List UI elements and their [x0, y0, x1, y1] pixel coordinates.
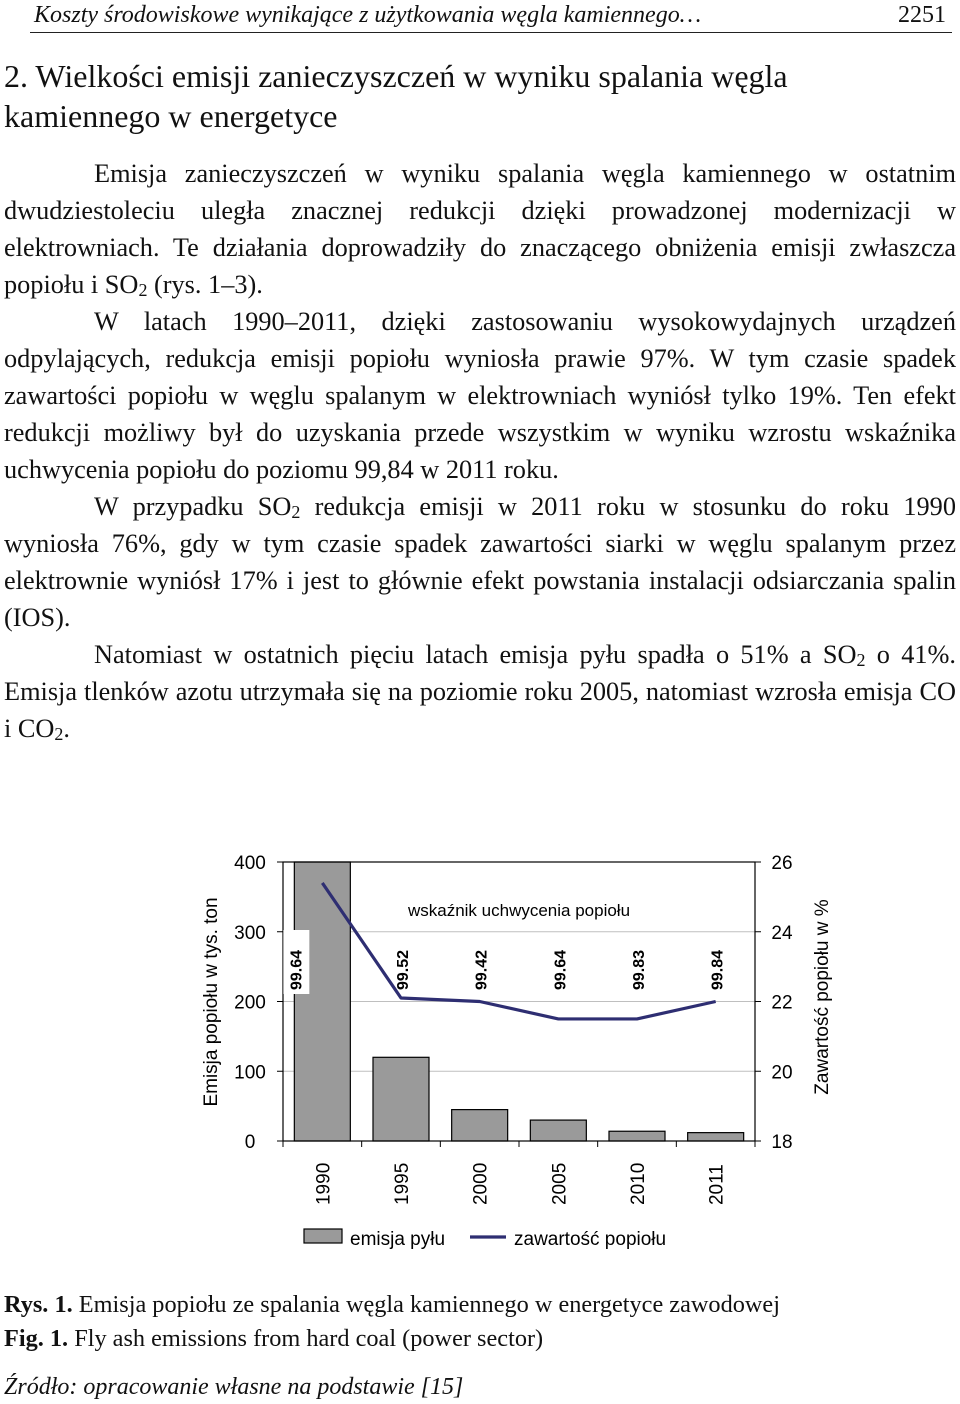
- bar-value-label: 99.83: [631, 949, 648, 990]
- legend-swatch-bar: [304, 1229, 342, 1243]
- bar: [294, 862, 350, 1141]
- chart-legend: [304, 1229, 666, 1250]
- legend-label-bar: emisja pyłu: [350, 1229, 446, 1250]
- y-tick-label: 100: [234, 1062, 266, 1084]
- x-tick-label: 2000: [470, 1162, 492, 1205]
- x-tick-label: 1990: [313, 1162, 335, 1205]
- ash-emission-chart: [0, 840, 960, 1260]
- x-tick-label: 2005: [549, 1162, 571, 1205]
- bar-value-label: 99.84: [709, 949, 727, 990]
- y-axis-title: Emisja popiołu w tys. ton: [201, 897, 222, 1107]
- y2-tick-label: 22: [771, 992, 793, 1014]
- bar: [452, 1110, 508, 1141]
- section-heading: 2. Wielkości emisji zanieczyszczeń w wyniku spalania węgla kamiennego w energetyce: [4, 58, 788, 134]
- legend-label-line: zawartość popiołu: [514, 1229, 667, 1250]
- bar: [373, 1057, 429, 1141]
- bar-value-label: 99.52: [395, 949, 412, 990]
- bar: [530, 1120, 586, 1141]
- bar-value-label: 99.42: [473, 949, 491, 990]
- y-tick-label: 0: [244, 1132, 256, 1153]
- y2-tick-label: 20: [771, 1062, 793, 1084]
- running-title: Koszty środowiskowe wynikające z użytkowania węgla kamiennego…: [34, 2, 702, 28]
- bar-value-label: 99.64: [552, 949, 570, 990]
- y2-axis-title: Zawartość popiołu w %: [812, 899, 833, 1095]
- y-tick-label: 400: [234, 853, 266, 874]
- bar-labels-title: wskaźnik uchwycenia popiołu: [407, 901, 631, 920]
- bar-value-label: 99.64: [288, 949, 306, 990]
- page-number: 2251: [898, 2, 946, 28]
- bar: [609, 1131, 665, 1141]
- caption-en: Fig. 1. Fly ash emissions from hard coal (power sector): [4, 1325, 544, 1352]
- paragraph-1: Emisja zanieczyszczeń w wyniku spalania węgla kamiennego w ostatnim dwudziestoleciu uległa znacznej redukcji dzięki prowadzonej modernizacji w elektrowniach. Te działania doprowadziły do znaczącego obniżenia emisji zwłaszcza popiołu i $SO_2$ (rys. 1–3).: [4, 159, 956, 300]
- caption-pl: Rys. 1. Emisja popiołu ze spalania węgla kamiennego w energetyce zawodowej: [4, 1291, 780, 1318]
- figure-ash-emission: [0, 840, 960, 1260]
- chart-grid: [283, 932, 755, 1072]
- y-tick-label: 300: [234, 922, 266, 944]
- x-tick-label: 2010: [628, 1162, 649, 1205]
- bar: [688, 1133, 744, 1141]
- body-text: [4, 155, 956, 747]
- paragraph-2: W latach 1990–2011, dzięki zastosowaniu wysokowydajnych urządzeń odpylających, redukcja emisji popiołu wyniosła prawie 97%. W tym czasie spadek zawartości popiołu w węglu spalanym w elektrowniach wyniósł tylko 19%. Ten efekt redukcji możliwy był do uzyskania przede wszystkim w wyniku wzrostu wskaźnika uchwycenia popiołu do poziomu 99,84 w 2011 roku.: [4, 307, 956, 484]
- running-header: [30, 0, 952, 33]
- figure-source: Źródło: opracowanie własne na podstawie [15]: [4, 1374, 464, 1400]
- x-tick-label: 1995: [392, 1162, 413, 1205]
- y2-tick-label: 24: [771, 922, 793, 944]
- paragraph-3: W przypadku $SO_2$ redukcja emisji w 2011 roku w stosunku do roku 1990 wyniosła 76%, gdy w tym czasie spadek zawartości siarki w węglu spalanym przez elektrownie wyniósł 17% i jest to głównie efekt powstania instalacji odsiarczania spalin (IOS).: [4, 492, 956, 632]
- y2-tick-label: 26: [771, 853, 793, 874]
- x-tick-label: 2011: [706, 1164, 728, 1205]
- y2-tick-label: 18: [771, 1132, 793, 1153]
- y-tick-label: 200: [234, 992, 266, 1014]
- paragraph-4: Natomiast w ostatnich pięciu latach emisja pyłu spadła o 51% a $SO_2$ o 41%. Emisja tlenków azotu utrzymała się na poziomie roku 2005, natomiast wzrosła emisja CO i $CO_2$.: [4, 640, 956, 744]
- figure-captions: [4, 1288, 954, 1356]
